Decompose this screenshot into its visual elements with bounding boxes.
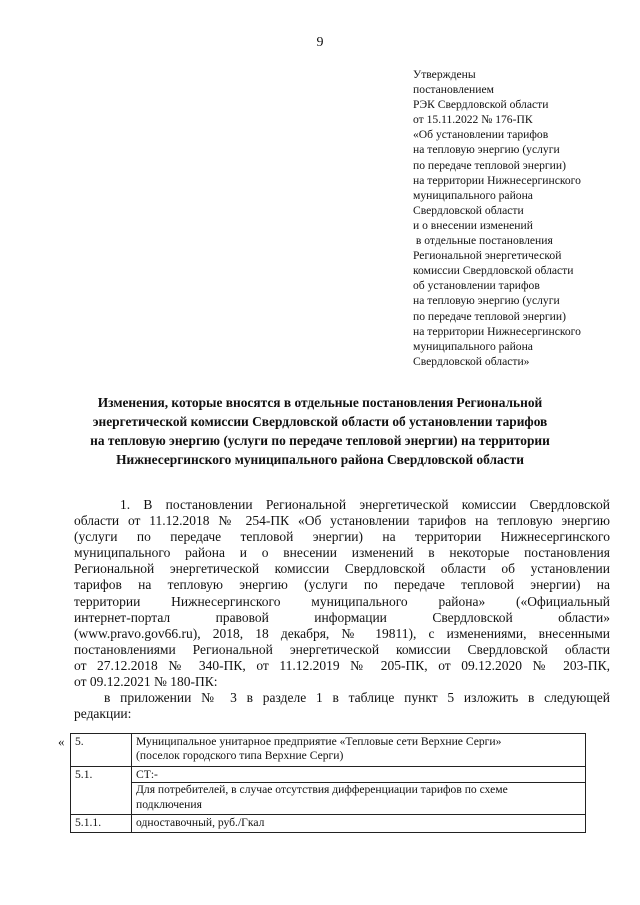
page-number: 9 [316,35,324,50]
approval-line: муниципального района [413,188,533,202]
approval-block [413,67,628,369]
title-line: Нижнесергинского муниципального района Свердловской области [116,452,524,467]
approval-line: Региональной энергетической [413,249,562,263]
cell-line: СТ:- [136,767,158,781]
cell-line: подключения [136,797,202,811]
cell-line: Для потребителей, в случае отсутствия дифференциации тарифов по схеме [136,783,508,797]
body-line: от 27.12.2018 № 340-ПК, от 11.12.2019 № 205-ПК, от 09.12.2020 № 203-ПК, [74,657,610,673]
body-line: территории Нижнесергинского муниципального района» («Официальный [74,593,610,609]
paragraph-amendment-1 [74,497,610,690]
cell-line: одноставочный, руб./Гкал [136,816,265,830]
approval-line: комиссии Свердловской области [413,264,574,278]
body-line: редакции: [74,706,132,722]
approval-line: «Об установлении тарифов [413,128,549,142]
body-line: (услуги по передаче тепловой энергии) на территории Нижнесергинского [74,529,610,545]
sub-row [136,768,581,782]
approval-line: на территории Нижнесергинского [413,173,581,187]
approval-line: постановлением [413,83,494,97]
body-line: интернет-портал правовой информации Свердловской области» [74,609,610,625]
title-line: Изменения, которые вносятся в отдельные постановления Региональной [97,395,543,410]
tariff-table [70,733,586,833]
row-number: 5.1. [71,766,132,814]
body-line: в приложении № 3 в разделе 1 в таблице пункт 5 изложить в следующей [104,690,610,706]
body-line: Региональной энергетической комиссии Свердловской области об установлении [74,561,610,577]
document-title [70,393,570,469]
body-line: области от 11.12.2018 № 254-ПК «Об установлении тарифов на тепловую энергию [74,513,610,529]
approval-line: Свердловской области [413,203,524,217]
approval-line: Утверждены [413,68,476,81]
body-line: муниципального района и о внесении изменений в некоторые постановления [74,545,610,561]
body-line: (www.pravo.gov66.ru), 2018, 18 декабря, № 19811), с изменениями, внесенными [74,625,610,641]
quote-open-mark: « [58,734,65,749]
approval-line: Свердловской области» [413,354,530,368]
row-number: 5. [71,734,132,767]
table-row [71,815,586,833]
paragraph-instruction [74,690,610,722]
table-row [71,766,586,814]
approval-line: по передаче тепловой энергии) [413,158,566,172]
approval-line: на тепловую энергию (услуги [413,143,560,157]
row-number: 5.1.1. [71,815,132,833]
sub-row [132,782,585,812]
cell-line: Муниципальное унитарное предприятие «Тепловые сети Верхние Серги» [136,735,502,748]
approval-line: РЭК Свердловской области [413,98,549,112]
body-line: от 09.12.2021 № 180-ПК: [74,674,218,690]
approval-line: и о внесении изменений [413,218,533,232]
body-text [74,497,610,722]
row-content [132,734,586,767]
approval-line: об установлении тарифов [413,279,540,293]
body-line: тарифов на тепловую энергию (услуги по передаче тепловой энергии) на [74,577,610,593]
cell-line: (поселок городского типа Верхние Серги) [136,749,344,763]
table-row [71,734,586,767]
approval-line: в отдельные постановления [413,234,553,248]
approval-line: по передаче тепловой энергии) [413,309,566,323]
row-content [132,766,586,814]
title-line: энергетической комиссии Свердловской области об установлении тарифов [92,414,548,429]
body-line: постановлениями Региональной энергетической комиссии Свердловской области [74,641,610,657]
approval-line: от 15.11.2022 № 176-ПК [413,113,533,127]
approval-line: на тепловую энергию (услуги [413,294,560,308]
approval-line: на территории Нижнесергинского [413,324,581,338]
title-line: на тепловую энергию (услуги по передаче тепловой энергии) на территории [90,433,550,448]
approval-line: муниципального района [413,339,533,353]
row-content [132,815,586,833]
body-line: 1. В постановлении Региональной энергетической комиссии Свердловской [120,497,610,512]
